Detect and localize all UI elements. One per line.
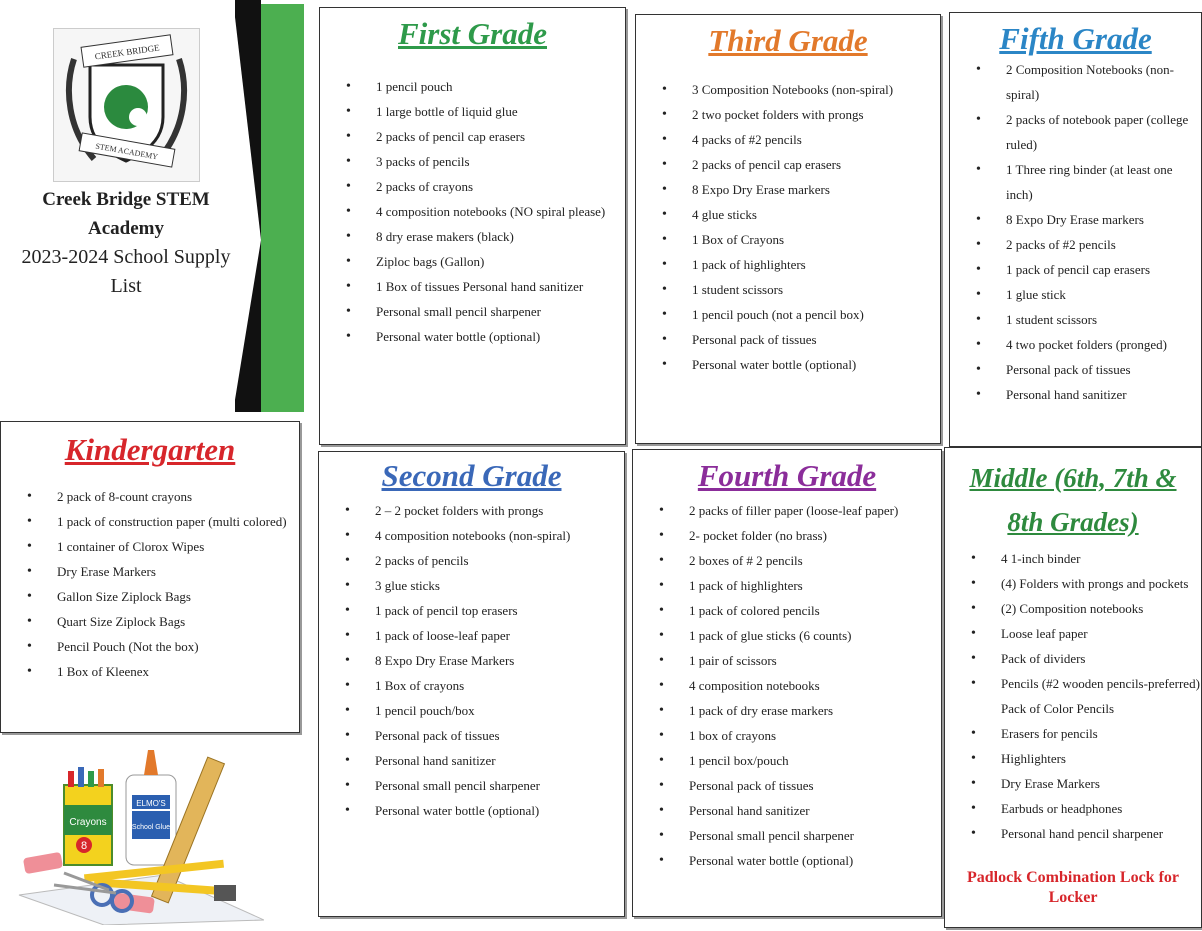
- supply-item: • Personal small pencil sharpener: [320, 299, 625, 324]
- fourth-grade-title: Fourth Grade: [697, 458, 877, 493]
- second-grade-list: [319, 498, 624, 823]
- supply-item: • 1 Box of crayons: [319, 673, 624, 698]
- supply-item: • 2 Composition Notebooks (non-spiral): [950, 57, 1201, 107]
- supply-item: • Erasers for pencils: [945, 721, 1201, 746]
- supply-item: • 1 large bottle of liquid glue: [320, 99, 625, 124]
- fifth-grade-title: Fifth Grade: [999, 21, 1152, 56]
- school-name: Creek Bridge STEM Academy: [42, 189, 210, 239]
- crayon-box: [64, 767, 112, 865]
- supply-item: • 1 Box of Kleenex: [1, 659, 299, 684]
- supply-item: • 4 1-inch binder: [945, 546, 1201, 571]
- supply-item: • Personal small pencil sharpener: [319, 773, 624, 798]
- supply-item: • 1 student scissors: [636, 277, 940, 302]
- supply-item: • 1 box of crayons: [633, 723, 941, 748]
- supply-item: • Dry Erase Markers: [945, 771, 1201, 796]
- supply-item: • 2 packs of filler paper (loose-leaf paper): [633, 498, 941, 523]
- supply-item: • 1 container of Clorox Wipes: [1, 534, 299, 559]
- supply-item: • 1 glue stick: [950, 282, 1201, 307]
- supply-item: • Quart Size Ziplock Bags: [1, 609, 299, 634]
- supply-item: • Personal water bottle (optional): [636, 352, 940, 377]
- supply-item: • 2 two pocket folders with prongs: [636, 102, 940, 127]
- supply-item: • 1 pack of pencil cap erasers: [950, 257, 1201, 282]
- supply-item: • 1 pack of highlighters: [636, 252, 940, 277]
- supply-item: • (2) Composition notebooks: [945, 596, 1201, 621]
- fourth-grade-box: [632, 449, 942, 917]
- supply-item: • 4 two pocket folders (pronged): [950, 332, 1201, 357]
- middle-title-line1: Middle (6th, 7th &: [969, 463, 1177, 493]
- supply-item: • 1 pack of highlighters: [633, 573, 941, 598]
- supply-list-title: 2023-2024 School Supply List: [21, 246, 231, 297]
- supply-item: • 1 pack of construction paper (multi colored): [1, 509, 299, 534]
- second-grade-title: Second Grade: [381, 458, 562, 493]
- supply-item: • Personal pack of tissues: [950, 357, 1201, 382]
- supply-item: • 1 Three ring binder (at least one inch): [950, 157, 1201, 207]
- supply-item: • 3 Composition Notebooks (non-spiral): [636, 77, 940, 102]
- supply-item: • Pack of dividers: [945, 646, 1201, 671]
- supply-item: • (4) Folders with prongs and pockets: [945, 571, 1201, 596]
- glue-bottle: [126, 750, 176, 865]
- supply-item: • 1 pack of colored pencils: [633, 598, 941, 623]
- third-grade-box: [635, 14, 941, 444]
- supply-item: • 1 pencil pouch: [320, 74, 625, 99]
- supply-item: • 8 Expo Dry Erase markers: [950, 207, 1201, 232]
- supply-item: • 8 Expo Dry Erase Markers: [319, 648, 624, 673]
- kindergarten-title: Kindergarten: [64, 432, 236, 467]
- supply-item: • 2 boxes of # 2 pencils: [633, 548, 941, 573]
- supply-item: • 2 pack of 8-count crayons: [1, 484, 299, 509]
- supply-item: • Ziploc bags (Gallon): [320, 249, 625, 274]
- supply-item: • 1 pencil pouch/box: [319, 698, 624, 723]
- supply-item: • Personal pack of tissues: [633, 773, 941, 798]
- supply-item: • Personal water bottle (optional): [319, 798, 624, 823]
- middle-grades-box: [944, 447, 1202, 928]
- supply-item: • Loose leaf paper: [945, 621, 1201, 646]
- supply-item: • 2 packs of crayons: [320, 174, 625, 199]
- supply-item: • 4 glue sticks: [636, 202, 940, 227]
- supply-item: • Pencil Pouch (Not the box): [1, 634, 299, 659]
- supply-item: • 8 Expo Dry Erase markers: [636, 177, 940, 202]
- school-heading: [20, 185, 232, 301]
- supply-item: • 1 Box of Crayons: [636, 227, 940, 252]
- third-grade-title: Third Grade: [708, 23, 868, 58]
- supply-item: • Dry Erase Markers: [1, 559, 299, 584]
- supply-item: • Personal water bottle (optional): [633, 848, 941, 873]
- supply-item: • 1 pair of scissors: [633, 648, 941, 673]
- padlock-note: Padlock Combination Lock for Locker: [966, 869, 1179, 906]
- fourth-grade-list: [633, 498, 941, 873]
- supply-item: • Personal hand sanitizer: [319, 748, 624, 773]
- supply-item: • Personal hand pencil sharpener: [945, 821, 1201, 846]
- supply-item: • 1 pack of glue sticks (6 counts): [633, 623, 941, 648]
- supply-item: • 8 dry erase makers (black): [320, 224, 625, 249]
- divider-bar-green: [261, 4, 304, 412]
- supply-item: • 1 Box of tissues Personal hand sanitizer: [320, 274, 625, 299]
- supply-item: • Personal pack of tissues: [636, 327, 940, 352]
- supply-item: • 3 glue sticks: [319, 573, 624, 598]
- supply-item: • 1 student scissors: [950, 307, 1201, 332]
- supply-item: • 2- pocket folder (no brass): [633, 523, 941, 548]
- supply-item: • 2 packs of #2 pencils: [950, 232, 1201, 257]
- supply-item: • Pencils (#2 wooden pencils-preferred) Pack of Color Pencils: [945, 671, 1201, 721]
- supply-item: • 2 packs of pencils: [319, 548, 624, 573]
- crayons-count: 8: [80, 840, 88, 852]
- supply-item: • 2 packs of pencil cap erasers: [320, 124, 625, 149]
- eraser: [23, 852, 63, 874]
- supply-item: • Gallon Size Ziplock Bags: [1, 584, 299, 609]
- middle-list: [945, 546, 1201, 846]
- second-grade-box: [318, 451, 625, 917]
- pencil-sharpener: [214, 885, 236, 901]
- middle-title: [945, 456, 1201, 544]
- school-logo: [53, 28, 200, 182]
- kindergarten-list: [1, 484, 299, 684]
- supply-item: • 1 pencil box/pouch: [633, 748, 941, 773]
- supply-item: • 3 packs of pencils: [320, 149, 625, 174]
- kindergarten-box: [0, 421, 300, 733]
- third-grade-list: [636, 77, 940, 377]
- supply-item: • 1 pencil pouch (not a pencil box): [636, 302, 940, 327]
- first-grade-title: First Grade: [398, 16, 547, 51]
- fifth-grade-list: [950, 57, 1201, 407]
- logo-crest-icon: [54, 29, 199, 181]
- supply-item: • 1 pack of dry erase markers: [633, 698, 941, 723]
- supply-item: • 1 pack of loose-leaf paper: [319, 623, 624, 648]
- supply-item: • 4 composition notebooks (NO spiral please): [320, 199, 625, 224]
- supply-item: • 4 composition notebooks: [633, 673, 941, 698]
- glue-label: School Glue: [131, 824, 171, 831]
- fifth-grade-box: [949, 12, 1202, 447]
- supply-item: • Personal water bottle (optional): [320, 324, 625, 349]
- supply-item: • 4 packs of #2 pencils: [636, 127, 940, 152]
- supply-item: • Personal hand sanitizer: [633, 798, 941, 823]
- supply-item: • 2 packs of notebook paper (college ruled): [950, 107, 1201, 157]
- supply-item: • 2 – 2 pocket folders with prongs: [319, 498, 624, 523]
- logo-top-text: CREEK BRIDGE: [94, 42, 161, 62]
- glue-brand: ELMO'S: [136, 799, 166, 808]
- supply-item: • 2 packs of pencil cap erasers: [636, 152, 940, 177]
- logo-bottom-text: STEM ACADEMY: [94, 141, 159, 162]
- supply-item: • Highlighters: [945, 746, 1201, 771]
- supply-item: • Earbuds or headphones: [945, 796, 1201, 821]
- supply-item: • 1 pack of pencil top erasers: [319, 598, 624, 623]
- middle-title-line2: 8th Grades): [1007, 507, 1139, 537]
- divider-arrow-tip: [233, 0, 261, 412]
- supply-item: • 4 composition notebooks (non-spiral): [319, 523, 624, 548]
- supply-item: • Personal pack of tissues: [319, 723, 624, 748]
- school-supplies-clipart: [14, 745, 264, 925]
- supply-item: • Personal small pencil sharpener: [633, 823, 941, 848]
- supply-item: • Personal hand sanitizer: [950, 382, 1201, 407]
- first-grade-list: [320, 74, 625, 349]
- crayons-label: Crayons: [69, 817, 107, 828]
- first-grade-box: [319, 7, 626, 445]
